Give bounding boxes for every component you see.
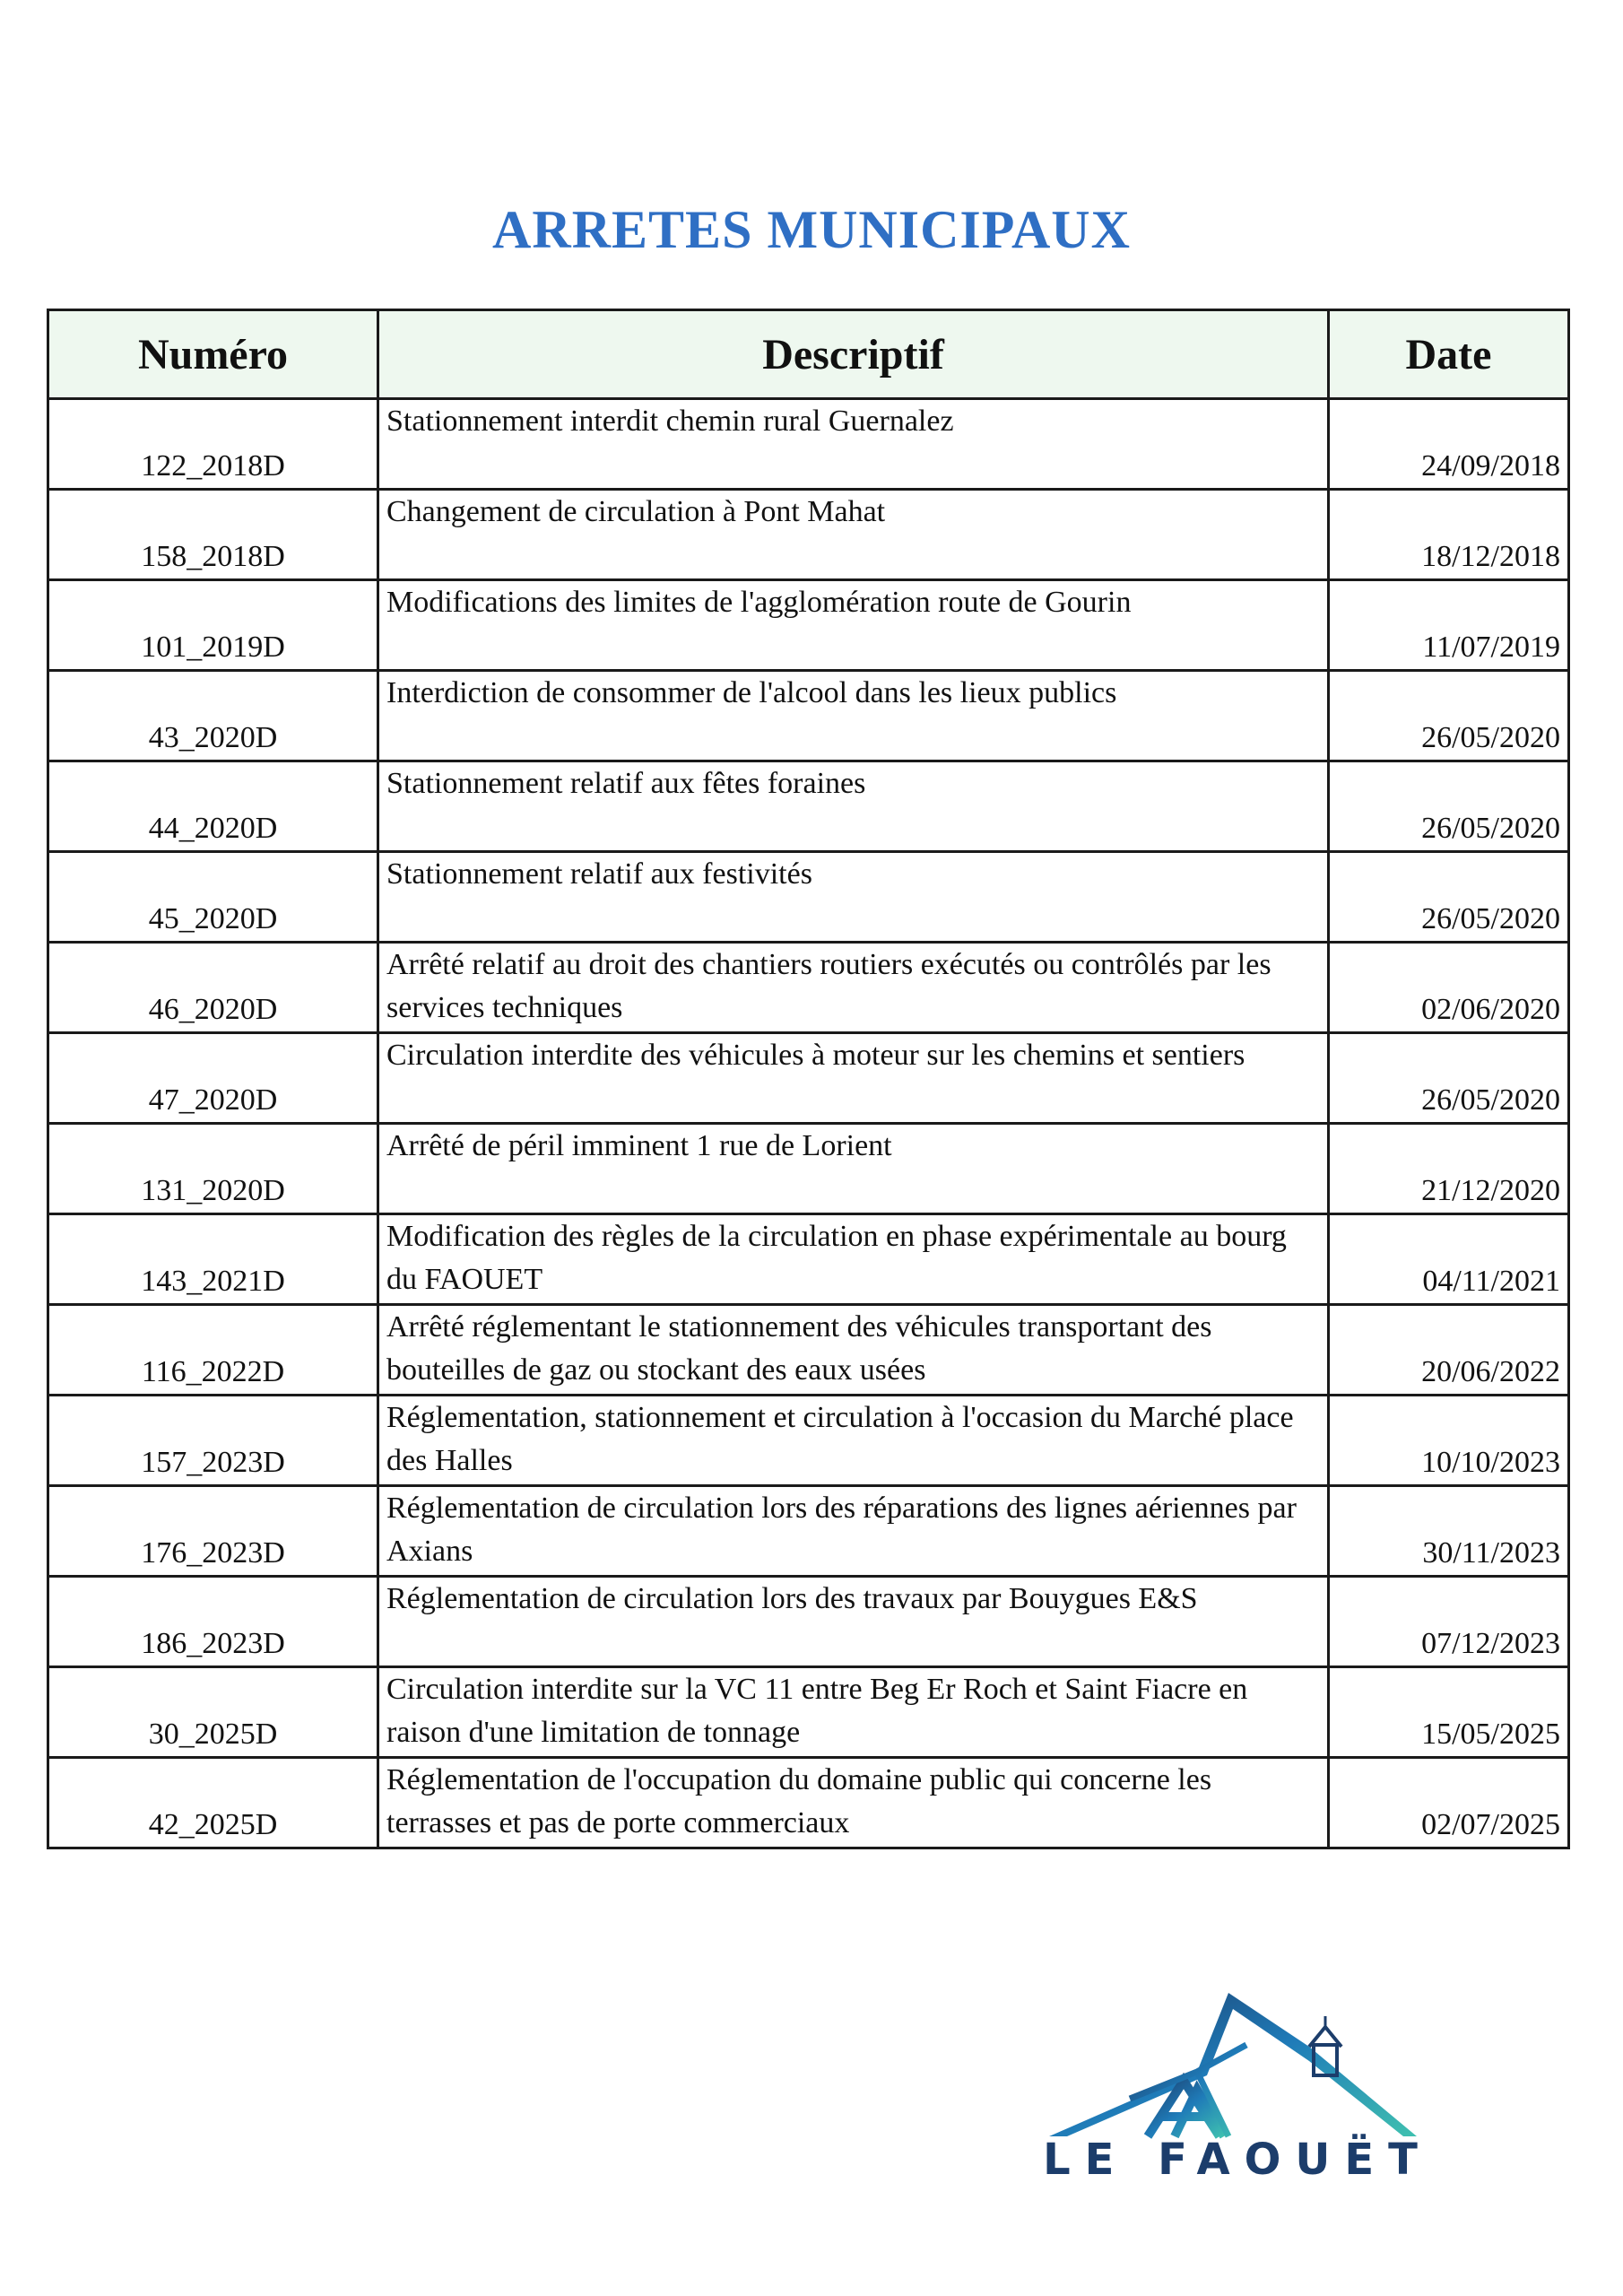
row-descriptif: Réglementation de circulation lors des travaux par Bouygues E&S [378, 1577, 1329, 1667]
row-date: 04/11/2021 [1329, 1214, 1569, 1305]
row-date: 10/10/2023 [1329, 1396, 1569, 1486]
table-row [48, 1124, 1569, 1214]
row-numero: 42_2025D [48, 1758, 378, 1848]
row-numero: 30_2025D [48, 1667, 378, 1758]
row-descriptif: Réglementation de circulation lors des réparations des lignes aériennes par Axians [378, 1486, 1329, 1577]
row-date: 26/05/2020 [1329, 852, 1569, 943]
row-numero: 101_2019D [48, 580, 378, 671]
row-descriptif: Arrêté réglementant le stationnement des véhicules transportant des bouteilles de gaz ou stockant des eaux usées [378, 1305, 1329, 1396]
row-numero: 143_2021D [48, 1214, 378, 1305]
table-row [48, 1667, 1569, 1758]
table-row [48, 1758, 1569, 1848]
table-row [48, 852, 1569, 943]
row-descriptif: Stationnement relatif aux fêtes foraines [378, 761, 1329, 852]
row-numero: 46_2020D [48, 943, 378, 1033]
table-header-row [48, 310, 1569, 399]
table-row [48, 399, 1569, 490]
page-title: ARRETES MUNICIPAUX [492, 200, 1131, 259]
logo-text: LE FAOUËT [1043, 2135, 1432, 2185]
arretes-table [47, 309, 1570, 1849]
row-descriptif: Arrêté de péril imminent 1 rue de Lorient [378, 1124, 1329, 1214]
row-date: 15/05/2025 [1329, 1667, 1569, 1758]
row-numero: 176_2023D [48, 1486, 378, 1577]
row-numero: 43_2020D [48, 671, 378, 761]
row-numero: 116_2022D [48, 1305, 378, 1396]
row-numero: 44_2020D [48, 761, 378, 852]
table-row [48, 1577, 1569, 1667]
row-date: 26/05/2020 [1329, 1033, 1569, 1124]
header-descriptif: Descriptif [378, 310, 1329, 399]
table-row [48, 1396, 1569, 1486]
row-numero: 131_2020D [48, 1124, 378, 1214]
row-descriptif: Réglementation, stationnement et circulation à l'occasion du Marché place des Halles [378, 1396, 1329, 1486]
table-row [48, 1214, 1569, 1305]
header-date: Date [1329, 310, 1569, 399]
row-numero: 45_2020D [48, 852, 378, 943]
table-row [48, 671, 1569, 761]
row-descriptif: Changement de circulation à Pont Mahat [378, 490, 1329, 580]
row-descriptif: Stationnement interdit chemin rural Guernalez [378, 399, 1329, 490]
row-numero: 122_2018D [48, 399, 378, 490]
row-numero: 47_2020D [48, 1033, 378, 1124]
row-descriptif: Modifications des limites de l'agglomération route de Gourin [378, 580, 1329, 671]
row-date: 20/06/2022 [1329, 1305, 1569, 1396]
row-descriptif: Circulation interdite des véhicules à moteur sur les chemins et sentiers [378, 1033, 1329, 1124]
row-date: 07/12/2023 [1329, 1577, 1569, 1667]
table-row [48, 580, 1569, 671]
table-row [48, 1305, 1569, 1396]
table-row [48, 761, 1569, 852]
header-numero: Numéro [48, 310, 378, 399]
row-numero: 186_2023D [48, 1577, 378, 1667]
table-row [48, 943, 1569, 1033]
row-date: 02/06/2020 [1329, 943, 1569, 1033]
row-descriptif: Réglementation de l'occupation du domaine public qui concerne les terrasses et pas de porte commerciaux [378, 1758, 1329, 1848]
row-date: 30/11/2023 [1329, 1486, 1569, 1577]
row-descriptif: Arrêté relatif au droit des chantiers routiers exécutés ou contrôlés par les services techniques [378, 943, 1329, 1033]
row-date: 24/09/2018 [1329, 399, 1569, 490]
row-descriptif: Stationnement relatif aux festivités [378, 852, 1329, 943]
row-date: 26/05/2020 [1329, 761, 1569, 852]
le-faouet-logo [1040, 1982, 1435, 2144]
row-descriptif: Circulation interdite sur la VC 11 entre Beg Er Roch et Saint Fiacre en raison d'une limitation de tonnage [378, 1667, 1329, 1758]
table-row [48, 1033, 1569, 1124]
row-date: 11/07/2019 [1329, 580, 1569, 671]
table-row [48, 490, 1569, 580]
row-date: 26/05/2020 [1329, 671, 1569, 761]
row-numero: 158_2018D [48, 490, 378, 580]
row-date: 18/12/2018 [1329, 490, 1569, 580]
row-descriptif: Modification des règles de la circulation en phase expérimentale au bourg du FAOUET [378, 1214, 1329, 1305]
row-descriptif: Interdiction de consommer de l'alcool dans les lieux publics [378, 671, 1329, 761]
row-numero: 157_2023D [48, 1396, 378, 1486]
row-date: 21/12/2020 [1329, 1124, 1569, 1214]
table-row [48, 1486, 1569, 1577]
row-date: 02/07/2025 [1329, 1758, 1569, 1848]
